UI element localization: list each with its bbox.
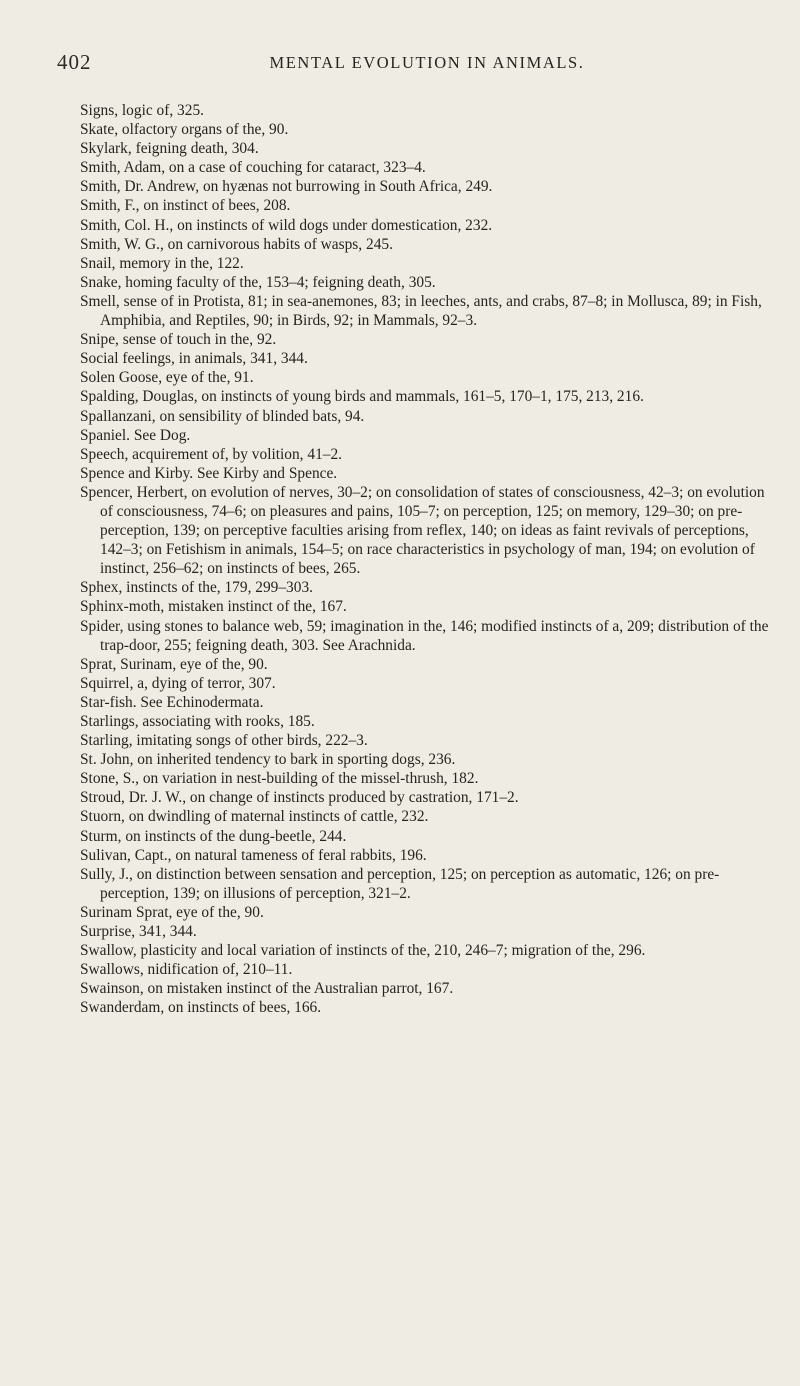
index-entry: Sturm, on instincts of the dung-beetle, 244. — [80, 827, 347, 845]
index-entry: Smith, W. G., on carnivorous habits of wasps, 245. — [80, 235, 393, 253]
index-entry: Social feelings, in animals, 341, 344. — [80, 350, 308, 368]
running-head: MENTAL EVOLUTION IN ANIMALS. — [269, 53, 585, 72]
index-entry: Snake, homing faculty of the, 153–4; feigning death, 305. — [80, 273, 436, 291]
index-entry: Surprise, 341, 344. — [80, 923, 197, 941]
index-entry: Swallows, nidification of, 210–11. — [80, 961, 293, 979]
index-entry: Spalding, Douglas, on instincts of young birds and mammals, 161–5, 170–1, 175, 213, 216. — [80, 388, 644, 406]
index-entry: Surinam Sprat, eye of the, 90. — [80, 903, 264, 921]
index-entry: Solen Goose, eye of the, 91. — [80, 369, 254, 387]
index-entry: Smith, Adam, on a case of couching for cataract, 323–4. — [80, 159, 426, 177]
index-entry: Skate, olfactory organs of the, 90. — [80, 121, 289, 139]
index-entry: Smith, Col. H., on instincts of wild dogs under domestication, 232. — [80, 216, 493, 234]
index-entry: Smell, sense of in Protista, 81; in sea-anemones, 83; in leeches, ants, and crabs, 87–8; in Mollusca, 89; in Fish, Amphibia, and Reptiles, 90; in Birds, 92; in Mammals, 92–3. — [80, 292, 762, 330]
index-entry: Spence and Kirby. See Kirby and Spence. — [80, 464, 338, 482]
index-entry: Stuorn, on dwindling of maternal instincts of cattle, 232. — [80, 808, 429, 826]
index-entry: Swanderdam, on instincts of bees, 166. — [80, 999, 322, 1017]
index-entry: Stroud, Dr. J. W., on change of instincts produced by castration, 171–2. — [80, 789, 519, 807]
index-entry: Spider, using stones to balance web, 59; imagination in the, 146; modified instincts of a, 209; distribution of the trap-door, 255; feigning death, 303. See Arachnida. — [80, 617, 769, 654]
index-entry: Spallanzani, on sensibility of blinded bats, 94. — [80, 407, 365, 425]
index-entry: Sphex, instincts of the, 179, 299–303. — [80, 579, 313, 597]
index-entry: Sprat, Surinam, eye of the, 90. — [80, 655, 268, 673]
index-entry: Starling, imitating songs of other birds, 222–3. — [80, 732, 368, 750]
index-entry: Starlings, associating with rooks, 185. — [80, 713, 315, 730]
index-entry: Smith, Dr. Andrew, on hyænas not burrowing in South Africa, 249. — [80, 178, 493, 196]
index-entry: Sphinx-moth, mistaken instinct of the, 167. — [80, 598, 347, 616]
index-entry: Spencer, Herbert, on evolution of nerves, 30–2; on consolidation of states of consciousness, 42–3; on evolution of consciousness, 74–6; on pleasures and pains, 105–7; on perception, 125; on memory, 129–30; on pre-perception, 139; on perceptive faculties arising from reflex, 140; on ideas as faint revivals of perceptions, 142–3; on Fetishism in animals, 154–5; on race characteristics in psychology of man, 194; on evolution of instinct, 256–62; on instincts of bees, 265. — [80, 483, 765, 578]
index-entry: Star-fish. See Echinodermata. — [80, 693, 264, 711]
index-entry: Sulivan, Capt., on natural tameness of feral rabbits, 196. — [80, 846, 427, 864]
page-header — [57, 50, 757, 80]
index-entry: Signs, logic of, 325. — [80, 102, 204, 119]
index-entry: Spaniel. See Dog. — [80, 426, 191, 444]
index-entry: Smith, F., on instinct of bees, 208. — [80, 197, 291, 215]
index-entry: Speech, acquirement of, by volition, 41–2. — [80, 445, 343, 463]
index-entry: Stone, S., on variation in nest-building of the missel-thrush, 182. — [80, 770, 479, 788]
index-entry: Swallow, plasticity and local variation of instincts of the, 210, 246–7; migration of the, 296. — [80, 942, 646, 960]
index-entries — [80, 101, 770, 1018]
index-entry: Sully, J., on distinction between sensation and perception, 125; on perception as automatic, 126; on pre-perception, 139; on illusions of perception, 321–2. — [80, 865, 720, 902]
page-number: 402 — [57, 50, 92, 74]
index-entry: Skylark, feigning death, 304. — [80, 140, 259, 158]
index-entry: St. John, on inherited tendency to bark in sporting dogs, 236. — [80, 751, 456, 769]
index-entry: Squirrel, a, dying of terror, 307. — [80, 674, 276, 692]
index-entry: Snail, memory in the, 122. — [80, 254, 244, 272]
index-entry: Snipe, sense of touch in the, 92. — [80, 331, 277, 349]
index-entry: Swainson, on mistaken instinct of the Australian parrot, 167. — [80, 980, 454, 998]
